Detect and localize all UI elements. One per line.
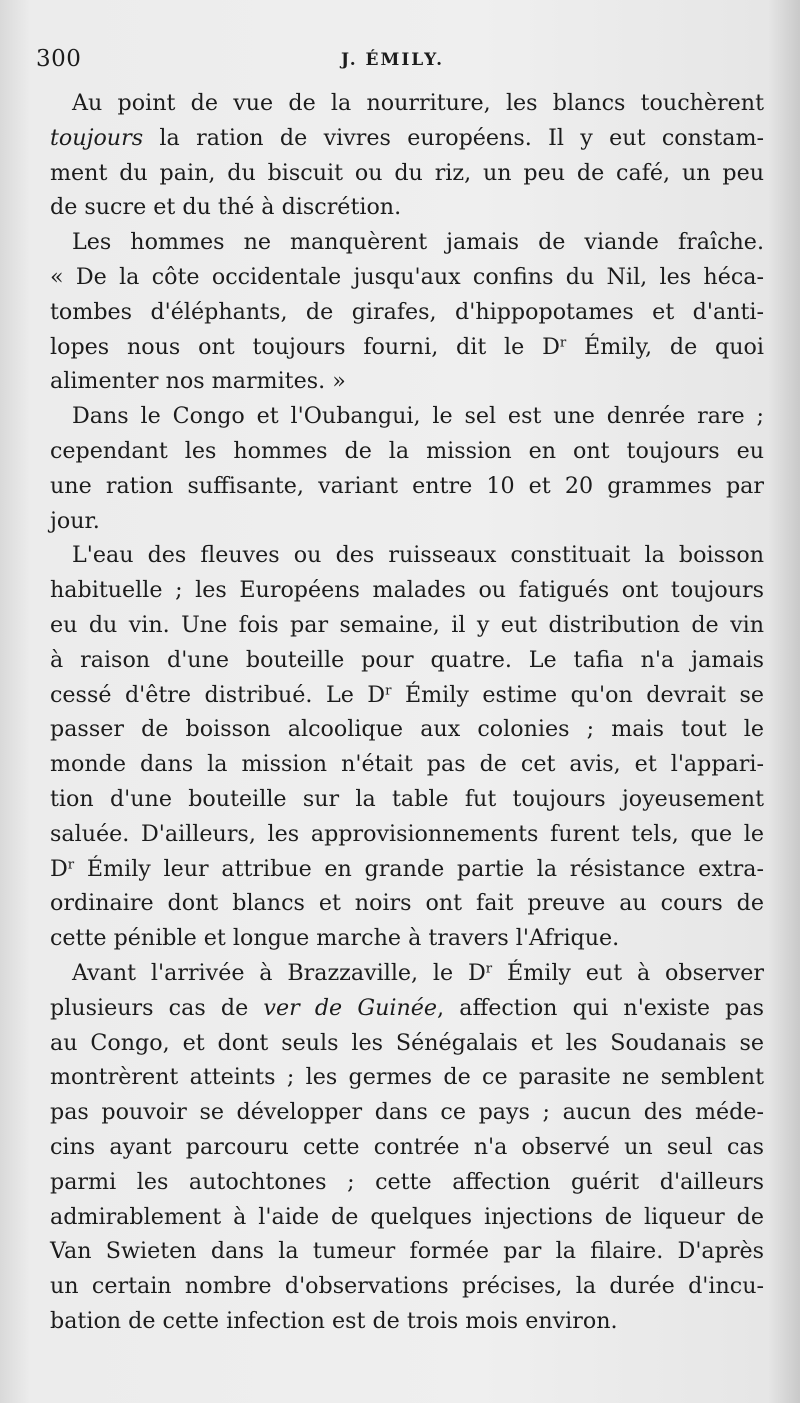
paragraph-nourriture — [50, 86, 764, 225]
text-line: ordinaire dont blancs et noirs ont fait preuve au cours de — [50, 890, 764, 917]
body-text — [50, 86, 764, 1339]
text-line: parmi les autochtones ; cette affection guérit d'ailleurs — [50, 1168, 764, 1195]
text-line: admirablement à l'aide de quelques injections de liqueur de — [50, 1203, 764, 1230]
paragraph-viande — [50, 225, 764, 399]
text-line: jour. — [50, 507, 100, 534]
text-line: toujours la ration de vivres européens. Il y eut constam- — [50, 124, 764, 151]
text-line: passer de boisson alcoolique aux colonies ; mais tout le — [50, 716, 764, 743]
text-line: ment du pain, du biscuit ou du riz, un peu de café, un peu — [50, 159, 764, 186]
text-line: saluée. D'ailleurs, les approvisionnements furent tels, que le — [50, 820, 764, 847]
text-line: à raison d'une bouteille pour quatre. Le tafia n'a jamais — [50, 646, 764, 673]
superscript: r — [485, 961, 493, 977]
text-line: habituelle ; les Européens malades ou fatigués ont toujours — [50, 577, 764, 604]
text-line: Dans le Congo et l'Oubangui, le sel est une denrée rare ; — [72, 403, 764, 430]
text-line: monde dans la mission n'était pas de cet avis, et l'appari- — [50, 751, 764, 778]
text-line: de sucre et du thé à discrétion. — [50, 194, 402, 221]
italic-text: ver de Guinée — [263, 994, 438, 1021]
text-line: L'eau des fleuves ou des ruisseaux constituait la boisson — [72, 542, 764, 569]
text-line: tion d'une bouteille sur la table fut toujours joyeusement — [50, 785, 764, 812]
text-line: une ration suffisante, variant entre 10 et 20 grammes par — [50, 472, 764, 499]
text-line: alimenter nos marmites. » — [50, 368, 346, 395]
text-line: Avant l'arrivée à Brazzaville, le $D^r$ Émily eut à observer — [72, 959, 764, 986]
page-number: 300 — [36, 46, 82, 72]
text-line: tombes d'éléphants, de girafes, d'hippopotames et d'anti- — [50, 298, 764, 325]
text-line: $D^r$ Émily leur attribue en grande partie la résistance extra- — [50, 855, 764, 882]
text-line: cependant les hommes de la mission en ont toujours eu — [50, 437, 764, 464]
text-line: Les hommes ne manquèrent jamais de viande fraîche. — [72, 229, 764, 256]
text-line: montrèrent atteints ; les germes de ce parasite ne semblent — [50, 1064, 764, 1091]
text-line: eu du vin. Une fois par semaine, il y eut distribution de vin — [50, 611, 764, 638]
running-head: J. ÉMILY. — [341, 50, 445, 70]
superscript: r — [67, 857, 75, 873]
paragraph-sel — [50, 399, 764, 538]
text-line: lopes nous ont toujours fourni, dit le $D^r$ Émily, de quoi — [50, 333, 764, 360]
italic-text: toujours — [50, 124, 144, 151]
text-line: au Congo, et dont seuls les Sénégalais et les Soudanais se — [50, 1029, 764, 1056]
text-line: « De la côte occidentale jusqu'aux confins du Nil, les héca- — [50, 263, 764, 290]
superscript: r — [385, 683, 392, 699]
paragraph-boisson — [50, 538, 764, 956]
text-line: cins ayant parcouru cette contrée n'a observé un seul cas — [50, 1133, 764, 1160]
text-line: un certain nombre d'observations précises, la durée d'incu- — [50, 1273, 764, 1300]
text-line: pas pouvoir se développer dans ce pays ; aucun des méde- — [50, 1099, 764, 1126]
superscript: r — [559, 335, 567, 351]
text-line: cessé d'être distribué. Le $D^r$ Émily estime qu'on devrait se — [50, 681, 764, 708]
page-header — [36, 46, 756, 76]
text-line: cette pénible et longue marche à travers l'Afrique. — [50, 925, 620, 952]
text-line: plusieurs cas de ver de Guinée, affection qui n'existe pas — [50, 994, 764, 1021]
text-line: Van Swieten dans la tumeur formée par la filaire. D'après — [50, 1238, 764, 1265]
paragraph-ver-de-guinee — [50, 956, 764, 1339]
text-line: Au point de vue de la nourriture, les blancs touchèrent — [72, 90, 764, 116]
text-line: bation de cette infection est de trois mois environ. — [50, 1307, 618, 1334]
